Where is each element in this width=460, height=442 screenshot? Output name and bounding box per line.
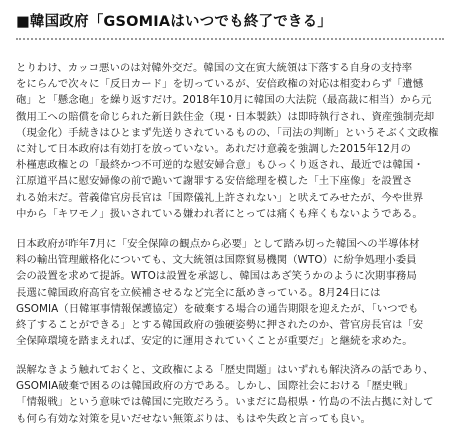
heading-divider [16,38,444,40]
paragraph-line: 全保障環境を踏まえれば、安定的に運用されていくことが重要だ」と継続を求めた。 [16,335,413,348]
paragraph-line: とりわけ、カッコ悪いのは対韓外交だ。韓国の文在寅大統領は下落する自身の支持率 [16,62,413,74]
paragraph-3 [16,362,446,427]
paragraph-line: 料の輸出管理厳格化についても、文大統領は国際貿易機関（WTO）に紛争処理小委員 [16,254,417,267]
paragraph-line: （現金化）手続きはひとまず先送りされているものの、「司法の判断」というそぶく文政権 [16,126,439,139]
paragraph-line: 中から「キワモノ」扱いされている嫌われ者にとっては痛くも痒くもないようである。 [16,207,423,220]
paragraph-line: 誤解なきよう触れておくと、文政権による「歴史問題」はいずれも解決済みの話であり、 [16,364,434,376]
section-heading: ■韓国政府「GSOMIAはいつでも終了できる」 [16,14,333,30]
paragraph-line: 朴槿恵政権との「最終かつ不可逆的な慰安婦合意」もひっくり返され、最近では韓国・ [16,159,424,172]
paragraph-line: れる始末だ。菅義偉官房長官は「国際儀礼上許されない」と吠えてみせたが、今や世界 [16,191,424,204]
paragraph-line: GSOMIA（日韓軍事情報保護協定）を破棄する場合の通告期限を迎えたが、「いつでも [16,302,419,315]
paragraph-line: 会の設置を求めて提訴。WTOは設置を承認し、韓国はあざ笑うかのように次期事務局 [16,270,417,283]
paragraph-line: に対して日本政府は有効打を放っていない。あれだけ意義を強調した2015年12月の [16,143,411,156]
paragraph-line: 日本政府が昨年7月に「安全保障の観点から必要」として踏み切った韓国への半導体材 [16,238,420,250]
paragraph-2 [16,236,446,349]
paragraph-line: 終了することができる」とする韓国政府の強硬姿勢に押されたのか、菅官房長官は「安 [16,319,424,332]
paragraph-line: 長選に韓国政府高官を立候補させるなど完全に舐めきっている。8月24日には [16,286,381,299]
paragraph-line: も何ら有効な対策を見いだせない無策ぶりは、もはや失政と言っても良い。 [16,412,371,425]
paragraph-line: GSOMIA破棄で困るのは韓国政府の方である。しかし、国際社会における「歴史戦」 [16,380,414,393]
paragraph-line: 江原道平昌に慰安婦像の前で跪いて謝罪する安倍総理を模した「土下座像」を設置さ [16,175,413,188]
paragraph-line: をにらんで次々に「反日カード」を切っているが、安倍政権の対応は相変わらず「遺憾 [16,78,424,91]
paragraph-1 [16,60,446,222]
paragraph-line: 徴用工への賠償を命じられた新日鉄住金（現・日本製鉄）は即時執行され、資産強制売却 [16,110,435,123]
paragraph-line: 「情報戦」という意味では韓国に完敗だろう。いまだに島根県・竹島の不法占拠に対して [16,396,434,409]
paragraph-line: 砲」と「懸念砲」を繰り返すだけ。2018年10月に韓国の大法院（最高裁に相当）から元 [16,94,432,107]
